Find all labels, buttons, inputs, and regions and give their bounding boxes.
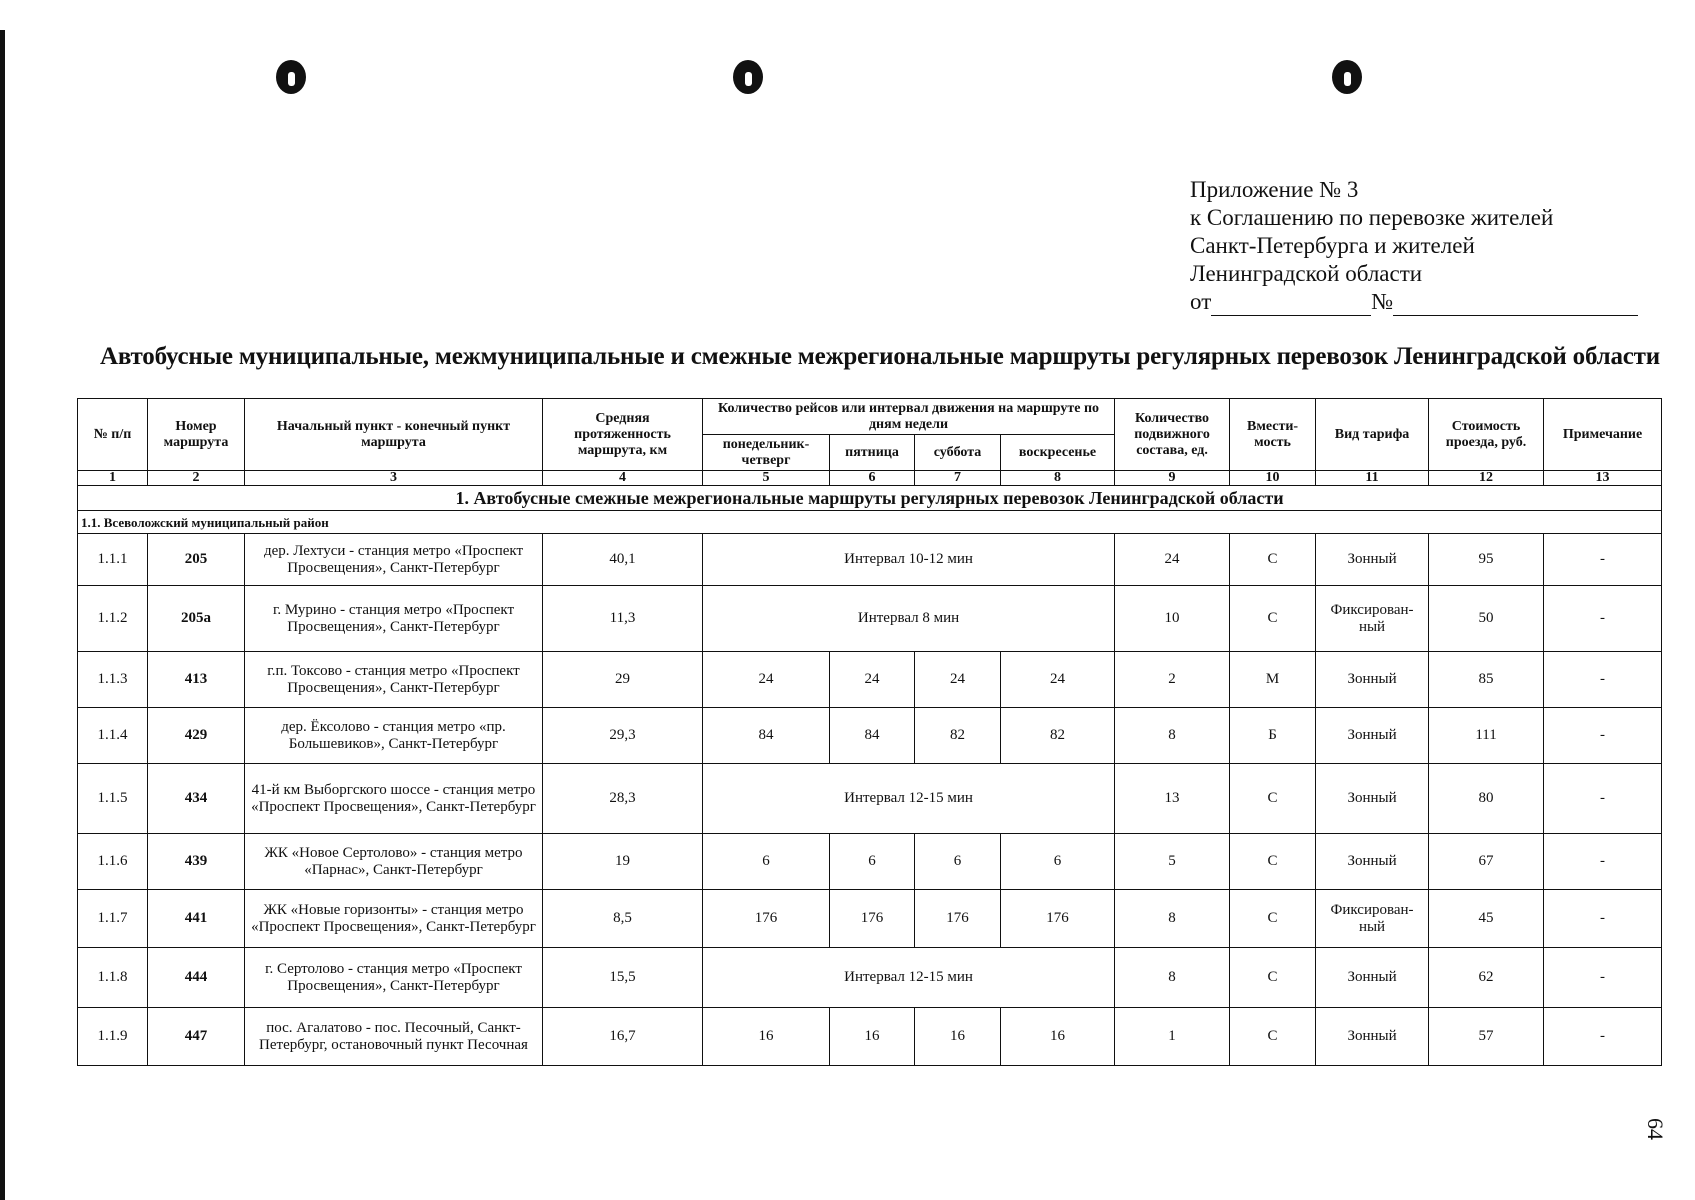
cell-sat: 24 bbox=[915, 652, 1001, 708]
appendix-line: Санкт-Петербурга и жителей bbox=[1190, 233, 1475, 258]
cell-tariff: Фиксирован-ный bbox=[1316, 586, 1429, 652]
cell-tariff: Зонный bbox=[1316, 1008, 1429, 1066]
cell-sat: 6 bbox=[915, 834, 1001, 890]
cell-num: 1.1.2 bbox=[78, 586, 148, 652]
header-mon-thu: понедельник-четверг bbox=[703, 435, 830, 471]
cell-path: пос. Агалатово - пос. Песочный, Санкт-Петербург, остановочный пункт Песочная bbox=[245, 1008, 543, 1066]
cell-sun: 82 bbox=[1001, 708, 1115, 764]
cell-route: 434 bbox=[148, 764, 245, 834]
document-title: Автобусные муниципальные, межмуниципальные и смежные межрегиональные маршруты регулярных перевозок Ленинградской области bbox=[100, 343, 1660, 370]
cell-route: 205 bbox=[148, 534, 245, 586]
table-row bbox=[78, 586, 1662, 652]
header-sat: суббота bbox=[915, 435, 1001, 471]
header-cost: Стоимость проезда, руб. bbox=[1429, 399, 1544, 471]
cell-capacity: С bbox=[1230, 1008, 1316, 1066]
cell-num: 1.1.9 bbox=[78, 1008, 148, 1066]
header-route: Номер маршрута bbox=[148, 399, 245, 471]
page-number: 64 bbox=[1643, 1118, 1668, 1140]
cell-sun: 24 bbox=[1001, 652, 1115, 708]
cell-route: 439 bbox=[148, 834, 245, 890]
table-row bbox=[78, 890, 1662, 948]
number-label: № bbox=[1371, 289, 1394, 314]
cell-fleet: 1 bbox=[1115, 1008, 1230, 1066]
column-number-row bbox=[78, 471, 1662, 486]
cell-capacity: С bbox=[1230, 534, 1316, 586]
from-label: от bbox=[1190, 289, 1212, 314]
cell-interval: Интервал 8 мин bbox=[703, 586, 1115, 652]
cell-note: - bbox=[1544, 834, 1662, 890]
cell-note: - bbox=[1544, 764, 1662, 834]
header-tariff: Вид тарифа bbox=[1316, 399, 1429, 471]
cell-path: г.п. Токсово - станция метро «Проспект Просвещения», Санкт-Петербург bbox=[245, 652, 543, 708]
column-number: 13 bbox=[1544, 471, 1662, 486]
number-blank bbox=[1393, 293, 1638, 316]
cell-fleet: 10 bbox=[1115, 586, 1230, 652]
date-blank bbox=[1211, 293, 1371, 316]
cell-cost: 62 bbox=[1429, 948, 1544, 1008]
table-row bbox=[78, 708, 1662, 764]
column-number: 1 bbox=[78, 471, 148, 486]
scan-edge-bar bbox=[0, 30, 5, 1200]
section-title: 1. Автобусные смежные межрегиональные маршруты регулярных перевозок Ленинградской области bbox=[78, 486, 1662, 511]
header-num: № п/п bbox=[78, 399, 148, 471]
cell-cost: 67 bbox=[1429, 834, 1544, 890]
cell-note: - bbox=[1544, 534, 1662, 586]
header-note: Примечание bbox=[1544, 399, 1662, 471]
cell-interval: Интервал 10-12 мин bbox=[703, 534, 1115, 586]
table-row bbox=[78, 948, 1662, 1008]
cell-fleet: 8 bbox=[1115, 890, 1230, 948]
cell-fri: 84 bbox=[830, 708, 915, 764]
cell-cost: 111 bbox=[1429, 708, 1544, 764]
cell-sat: 82 bbox=[915, 708, 1001, 764]
punch-hole bbox=[733, 60, 763, 94]
cell-fri: 24 bbox=[830, 652, 915, 708]
cell-mon-thu: 16 bbox=[703, 1008, 830, 1066]
cell-length: 15,5 bbox=[543, 948, 703, 1008]
column-number: 3 bbox=[245, 471, 543, 486]
cell-note: - bbox=[1544, 708, 1662, 764]
cell-fri: 16 bbox=[830, 1008, 915, 1066]
cell-fleet: 8 bbox=[1115, 708, 1230, 764]
cell-mon-thu: 6 bbox=[703, 834, 830, 890]
appendix-block bbox=[1190, 176, 1638, 316]
cell-cost: 45 bbox=[1429, 890, 1544, 948]
column-number: 8 bbox=[1001, 471, 1115, 486]
punch-hole bbox=[1332, 60, 1362, 94]
cell-path: дер. Лехтуси - станция метро «Проспект Просвещения», Санкт-Петербург bbox=[245, 534, 543, 586]
cell-note: - bbox=[1544, 652, 1662, 708]
cell-tariff: Фиксирован-ный bbox=[1316, 890, 1429, 948]
column-number: 9 bbox=[1115, 471, 1230, 486]
cell-num: 1.1.1 bbox=[78, 534, 148, 586]
cell-cost: 85 bbox=[1429, 652, 1544, 708]
routes-table bbox=[77, 398, 1662, 1066]
cell-length: 16,7 bbox=[543, 1008, 703, 1066]
cell-note: - bbox=[1544, 586, 1662, 652]
cell-capacity: М bbox=[1230, 652, 1316, 708]
cell-cost: 80 bbox=[1429, 764, 1544, 834]
cell-route: 205а bbox=[148, 586, 245, 652]
column-number: 2 bbox=[148, 471, 245, 486]
cell-length: 11,3 bbox=[543, 586, 703, 652]
cell-tariff: Зонный bbox=[1316, 652, 1429, 708]
cell-cost: 50 bbox=[1429, 586, 1544, 652]
column-number: 7 bbox=[915, 471, 1001, 486]
column-number: 5 bbox=[703, 471, 830, 486]
cell-path: г. Мурино - станция метро «Проспект Просвещения», Санкт-Петербург bbox=[245, 586, 543, 652]
cell-route: 447 bbox=[148, 1008, 245, 1066]
cell-tariff: Зонный bbox=[1316, 834, 1429, 890]
header-length: Средняя протяженность маршрута, км bbox=[543, 399, 703, 471]
cell-fleet: 2 bbox=[1115, 652, 1230, 708]
cell-capacity: С bbox=[1230, 948, 1316, 1008]
cell-fleet: 24 bbox=[1115, 534, 1230, 586]
cell-num: 1.1.3 bbox=[78, 652, 148, 708]
table-row bbox=[78, 652, 1662, 708]
cell-sun: 6 bbox=[1001, 834, 1115, 890]
cell-length: 40,1 bbox=[543, 534, 703, 586]
cell-capacity: С bbox=[1230, 586, 1316, 652]
cell-fri: 176 bbox=[830, 890, 915, 948]
table-row bbox=[78, 534, 1662, 586]
cell-note: - bbox=[1544, 890, 1662, 948]
cell-note: - bbox=[1544, 1008, 1662, 1066]
cell-length: 8,5 bbox=[543, 890, 703, 948]
cell-route: 413 bbox=[148, 652, 245, 708]
cell-path: ЖК «Новые горизонты» - станция метро «Проспект Просвещения», Санкт-Петербург bbox=[245, 890, 543, 948]
appendix-line: Приложение № 3 bbox=[1190, 177, 1359, 202]
cell-capacity: С bbox=[1230, 890, 1316, 948]
cell-path: ЖК «Новое Сертолово» - станция метро «Парнас», Санкт-Петербург bbox=[245, 834, 543, 890]
table-row bbox=[78, 764, 1662, 834]
cell-fri: 6 bbox=[830, 834, 915, 890]
header-capacity: Вмести-мость bbox=[1230, 399, 1316, 471]
column-number: 4 bbox=[543, 471, 703, 486]
cell-route: 441 bbox=[148, 890, 245, 948]
cell-capacity: С bbox=[1230, 764, 1316, 834]
appendix-line: к Соглашению по перевозке жителей bbox=[1190, 205, 1554, 230]
column-number: 11 bbox=[1316, 471, 1429, 486]
header-sun: воскресенье bbox=[1001, 435, 1115, 471]
cell-num: 1.1.5 bbox=[78, 764, 148, 834]
cell-tariff: Зонный bbox=[1316, 534, 1429, 586]
column-number: 12 bbox=[1429, 471, 1544, 486]
cell-fleet: 8 bbox=[1115, 948, 1230, 1008]
header-fri: пятница bbox=[830, 435, 915, 471]
cell-capacity: С bbox=[1230, 834, 1316, 890]
subsection-title: 1.1. Всеволожский муниципальный район bbox=[78, 511, 1662, 534]
header-trips-group: Количество рейсов или интервал движения на маршруте по дням недели bbox=[703, 399, 1115, 435]
cell-fleet: 13 bbox=[1115, 764, 1230, 834]
cell-sat: 176 bbox=[915, 890, 1001, 948]
cell-length: 29,3 bbox=[543, 708, 703, 764]
column-number: 6 bbox=[830, 471, 915, 486]
cell-interval: Интервал 12-15 мин bbox=[703, 764, 1115, 834]
appendix-line: Ленинградской области bbox=[1190, 261, 1423, 286]
cell-mon-thu: 176 bbox=[703, 890, 830, 948]
cell-sun: 16 bbox=[1001, 1008, 1115, 1066]
cell-cost: 57 bbox=[1429, 1008, 1544, 1066]
cell-num: 1.1.7 bbox=[78, 890, 148, 948]
cell-tariff: Зонный bbox=[1316, 708, 1429, 764]
cell-route: 429 bbox=[148, 708, 245, 764]
cell-interval: Интервал 12-15 мин bbox=[703, 948, 1115, 1008]
cell-path: 41-й км Выборгского шоссе - станция метро «Проспект Просвещения», Санкт-Петербург bbox=[245, 764, 543, 834]
cell-fleet: 5 bbox=[1115, 834, 1230, 890]
cell-length: 29 bbox=[543, 652, 703, 708]
cell-length: 28,3 bbox=[543, 764, 703, 834]
table-row bbox=[78, 834, 1662, 890]
cell-cost: 95 bbox=[1429, 534, 1544, 586]
cell-length: 19 bbox=[543, 834, 703, 890]
table-row bbox=[78, 1008, 1662, 1066]
header-fleet: Количество подвижного состава, ед. bbox=[1115, 399, 1230, 471]
cell-note: - bbox=[1544, 948, 1662, 1008]
cell-mon-thu: 24 bbox=[703, 652, 830, 708]
header-path: Начальный пункт - конечный пункт маршрута bbox=[245, 399, 543, 471]
cell-num: 1.1.6 bbox=[78, 834, 148, 890]
cell-tariff: Зонный bbox=[1316, 948, 1429, 1008]
cell-num: 1.1.4 bbox=[78, 708, 148, 764]
cell-num: 1.1.8 bbox=[78, 948, 148, 1008]
cell-route: 444 bbox=[148, 948, 245, 1008]
cell-path: г. Сертолово - станция метро «Проспект Просвещения», Санкт-Петербург bbox=[245, 948, 543, 1008]
cell-sat: 16 bbox=[915, 1008, 1001, 1066]
column-number: 10 bbox=[1230, 471, 1316, 486]
appendix-signature-line bbox=[1190, 288, 1638, 316]
cell-path: дер. Ёксолово - станция метро «пр. Большевиков», Санкт-Петербург bbox=[245, 708, 543, 764]
cell-tariff: Зонный bbox=[1316, 764, 1429, 834]
cell-mon-thu: 84 bbox=[703, 708, 830, 764]
punch-hole bbox=[276, 60, 306, 94]
cell-capacity: Б bbox=[1230, 708, 1316, 764]
cell-sun: 176 bbox=[1001, 890, 1115, 948]
